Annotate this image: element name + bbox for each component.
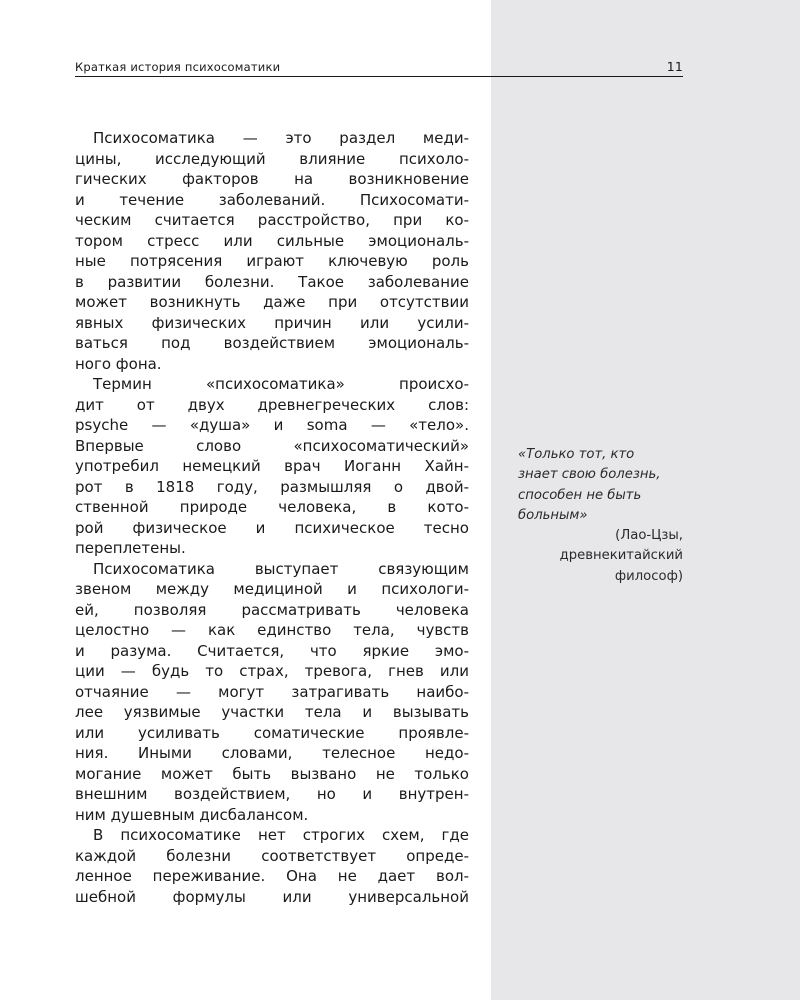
- text-line: в развитии болезни. Такое заболевание: [75, 272, 469, 291]
- text-line: ции — будь то страх, тревога, гнев или: [75, 662, 469, 680]
- text-line: ного фона.: [75, 354, 162, 373]
- page-number: 11: [666, 59, 683, 74]
- text-line: Впервые слово «психосоматический»: [75, 436, 469, 455]
- quote-line: больным»: [518, 507, 588, 523]
- quote-line: способен не быть: [518, 487, 642, 503]
- quote-attribution-line: философ): [614, 568, 683, 584]
- text-line: ния. Иными словами, телесное недо-: [75, 744, 469, 762]
- text-line: ленное переживание. Она не дает вол-: [75, 867, 469, 885]
- text-line: явных физических причин или усили-: [75, 313, 469, 332]
- main-text-column: [75, 128, 469, 907]
- text-line: Термин «психосоматика» происхо-: [93, 375, 469, 393]
- quote-line: знает свою болезнь,: [518, 467, 661, 483]
- text-line: Психосоматика выступает связующим: [93, 559, 469, 578]
- text-line: шебной формулы или универсальной: [75, 887, 469, 906]
- text-line: лее уязвимые участки тела и вызывать: [75, 703, 469, 721]
- text-line: тором стресс или сильные эмоциональ-: [75, 231, 469, 250]
- text-line: рой физическое и психическое тесно: [75, 518, 469, 537]
- quote-attribution-line: древнекитайский: [559, 548, 683, 564]
- text-line: употребил немецкий врач Иоганн Хайн-: [75, 457, 469, 475]
- quote-attribution-line: (Лао-Цзы,: [615, 528, 683, 544]
- text-line: рот в 1818 году, размышляя о двой-: [75, 477, 469, 496]
- text-line: цины, исследующий влияние психоло-: [75, 149, 469, 168]
- text-line: ные потрясения играют ключевую роль: [75, 252, 469, 270]
- text-line: ей, позволяя рассматривать человека: [75, 600, 469, 619]
- chapter-title: Краткая история психосоматики: [75, 60, 281, 74]
- text-line: ним душевным дисбалансом.: [75, 805, 309, 824]
- text-line: ческим считается расстройство, при ко-: [75, 211, 469, 229]
- running-header: [75, 60, 683, 77]
- text-line: переплетены.: [75, 539, 186, 557]
- text-line: В психосоматике нет строгих схем, где: [93, 826, 469, 844]
- text-line: дит от двух древнегреческих слов:: [75, 395, 469, 414]
- text-line: psyche — «душа» и soma — «тело».: [75, 416, 469, 434]
- text-line: ваться под воздействием эмоциональ-: [75, 334, 469, 352]
- text-line: гических факторов на возникновение: [75, 170, 469, 188]
- text-line: внешним воздействием, но и внутрен-: [75, 785, 469, 803]
- text-line: целостно — как единство тела, чувств: [75, 621, 469, 639]
- text-line: могание может быть вызвано не только: [75, 764, 469, 783]
- text-line: или усиливать соматические проявле-: [75, 723, 469, 742]
- quote-line: «Только тот, кто: [518, 447, 635, 462]
- text-line: ственной природе человека, в кото-: [75, 498, 469, 516]
- text-line: звеном между медициной и психологи-: [75, 580, 469, 598]
- sidebar-quote: [518, 445, 683, 587]
- text-line: и течение заболеваний. Психосомати-: [75, 190, 469, 209]
- text-line: и разума. Считается, что яркие эмо-: [75, 641, 469, 660]
- text-line: Психосоматика — это раздел меди-: [93, 129, 469, 147]
- text-line: каждой болезни соответствует опреде-: [75, 846, 469, 865]
- text-line: отчаяние — могут затрагивать наибо-: [75, 682, 469, 701]
- text-line: может возникнуть даже при отсутствии: [75, 293, 469, 311]
